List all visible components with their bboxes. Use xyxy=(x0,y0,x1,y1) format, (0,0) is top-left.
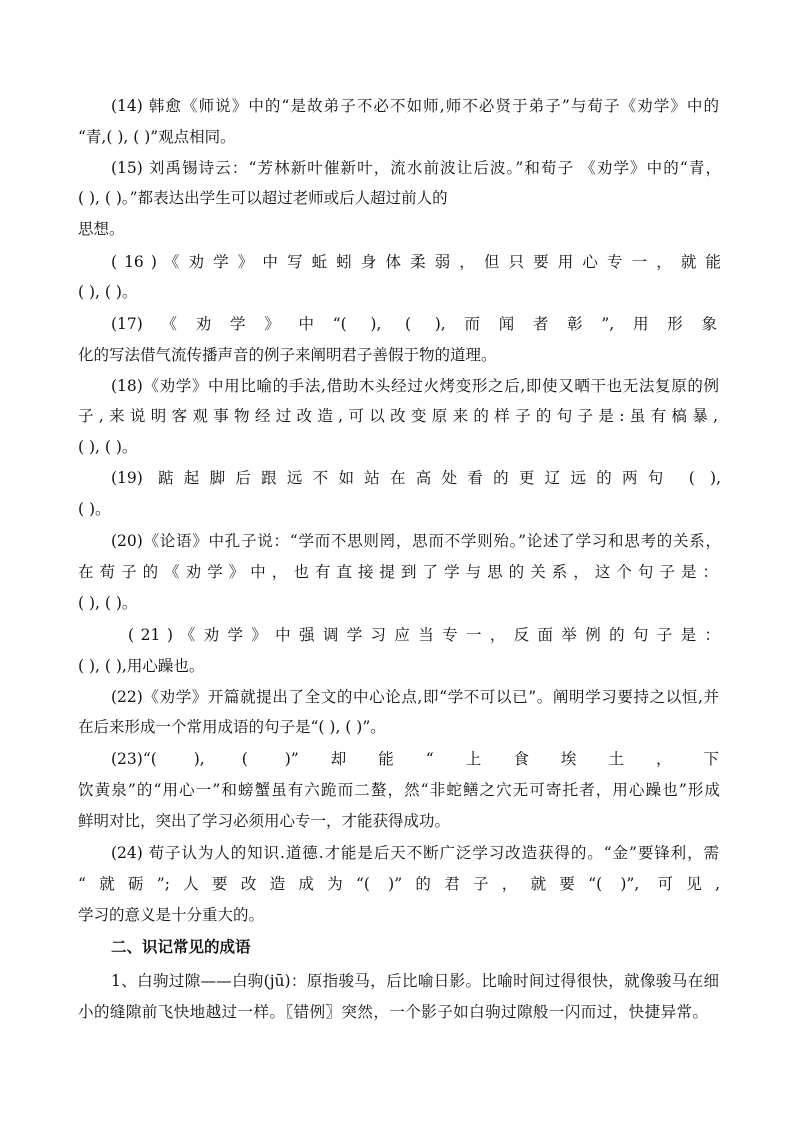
item-23-line-3: 鲜明对比，突出了学习必须用心专一，才能获得成功。 xyxy=(78,812,451,830)
item-20-line-2: 在 荀 子 的 《 劝 学 》 中 ， 也 有 直 接 提 到 了 学 与 思 的 关 系 ， 这 个 句 子 是 ： xyxy=(78,563,718,581)
item-21-line-2: ( ), ( ),用心躁也。 xyxy=(78,657,205,675)
item-20-line-3: ( ), ( )。 xyxy=(78,594,138,612)
item-24-line-3: 学习的意义是十分重大的。 xyxy=(78,906,265,924)
item-17-line-2: 化的写法借气流传播声音的例子来阐明君子善假于物的道理。 xyxy=(78,346,497,364)
item-22-line-1: (22)《劝学》开篇就提出了全文的中心论点,即“学不可以已”。阐明学习要持之以恒,并 xyxy=(111,688,719,706)
item-24-line-1: (24) 荀子认为人的知识.道德.才能是后天不断广泛学习改造获得的。“金”要锋利，需 xyxy=(111,844,719,862)
item-15-line-3: 思想。 xyxy=(78,220,125,238)
item-23-line-2: 饮黄泉”的“用心一”和螃蟹虽有六跪而二螯，然“非蛇鳝之穴无可寄托者，用心躁也”形成 xyxy=(78,781,720,799)
idiom-1-line-2: 小的缝隙前飞快地越过一样。〖错例〗突然，一个影子如白驹过隙般一闪而过，快捷异常。 xyxy=(78,1003,708,1021)
item-19-line-1: (19) 踮起脚后跟远不如站在高处看的更辽远的两句 ( ), xyxy=(111,469,721,487)
item-15-line-1: (15) 刘禹锡诗云：“芳林新叶催新叶，流水前波让后波。”和荀子 《劝学》中的“青， xyxy=(111,159,721,177)
idiom-1-line-1: 1、白驹过隙——白驹(jū)：原指骏马，后比喻日影。比喻时间过得很快，就像骏马在细 xyxy=(111,972,719,990)
section-heading: 二、识记常见的成语 xyxy=(111,938,251,956)
item-19-line-2: ( )。 xyxy=(78,500,111,518)
item-18-line-3: ( ), ( )。 xyxy=(78,438,138,456)
item-14-line-2: “青,( ), ( )”观点相同。 xyxy=(78,128,236,146)
item-16-line-1: ( 16 ) 《 劝 学 》 中 写 蚯 蚓 身 体 柔 弱 ， 但 只 要 用 心 专 一 ， 就 能 xyxy=(111,253,721,271)
item-22-line-2: 在后来形成一个常用成语的句子是“( ), ( )”。 xyxy=(78,718,386,736)
item-24-line-2: “就砺”;人要改造成为“( )”的君子，就要“( )”, 可见, xyxy=(78,875,720,893)
item-17-line-1: (17)《劝学》中“( ), ( ),而闻者彰”,用形象 xyxy=(111,315,717,333)
item-21-line-1: ( 21 ) 《 劝 学 》 中 强 调 学 习 应 当 专 一 ， 反 面 举 例 的 句 子 是 ： xyxy=(128,626,720,644)
item-20-line-1: (20)《论语》中孔子说：“学而不思则罔，思而不学则殆。”论述了学习和思考的关系， xyxy=(111,532,721,550)
item-23-line-1: (23)“( ), ( )”却能“上食埃土，下 xyxy=(111,750,719,768)
item-18-line-2: 子,来说明客观事物经过改造,可以改变原来的样子的句子是:虽有槁暴, xyxy=(78,407,718,425)
item-16-line-2: ( ), ( )。 xyxy=(78,283,138,301)
item-15-line-2: ( ), ( )。”都表达出学生可以超过老师或后人超过前人的 xyxy=(78,189,448,207)
item-14-line-1: (14) 韩愈《师说》中的“是故弟子不必不如师,师不必贤于弟子”与荀子《劝学》中的 xyxy=(111,97,719,115)
item-18-line-1: (18)《劝学》中用比喻的手法,借助木头经过火烤变形之后,即使又晒干也无法复原的例 xyxy=(111,377,719,395)
